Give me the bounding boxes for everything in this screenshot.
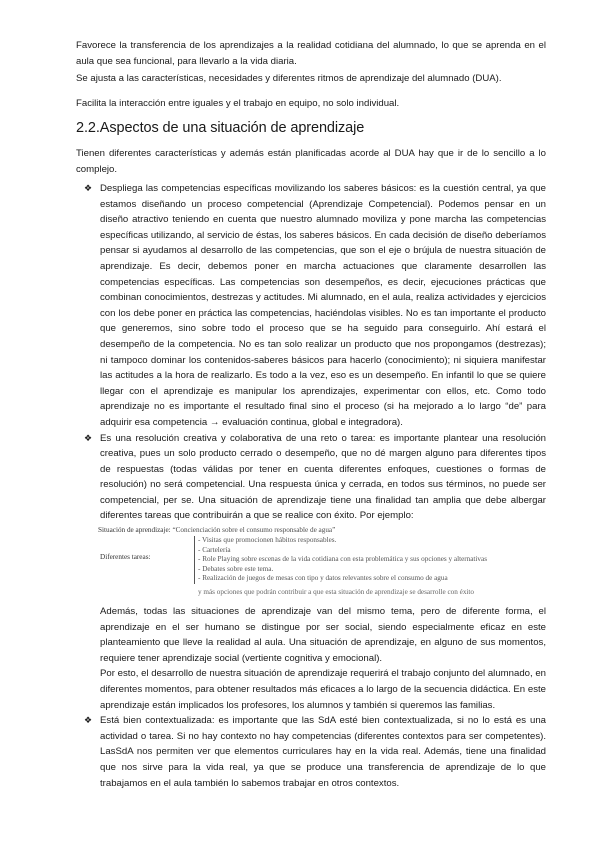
bullet-list (76, 181, 546, 791)
example-task: - Realización de juegos de mesas con tipo y datos relevantes sobre el consumo de agua (198, 574, 448, 583)
example-figure (98, 526, 498, 596)
example-head-label: Situación de aprendizaje: (98, 526, 171, 535)
bullet-text-competencias: Despliega las competencias específicas movilizando los saberes básicos: es la cuestión central, ya que estamos diseñando un proceso competencial (Aprendizaje Competencial). Podemos pensar en un diseño atractivo teniendo en cuenta que nuestro alumnado moviliza y pone marcha las competencias específicas utilizando, al servicio de éstas, los saberes básicos. En cada decisión de diseño deberíamos pensar si ayudamos al desarrollo de las competencias, que son el eje o brújula de nuestra situación de aprendizaje. Es decir, debemos poner en marcha actuaciones que claramente desarrollen las competencias específicas. Las competencias son desempeños, es decir, ejecuciones prácticas que combinan conocimientos, destrezas y actitudes. Mi alumnado, en el aula, realiza actividades y ejercicios con los debe poner en práctica las competencias, haciéndolas visibles. No es tan importante el producto que generemos, sino sobre todo el proceso que se ha seguido para conseguirlo. Ahí estará el desempeño de la competencia. No es tan solo realizar un producto que nos propongamos (destrezas); ni tampoco dominar los contenidos-saberes básicos para hacerlo (conocimiento); ni siquiera manifestar las actitudes a la hora de realizarlo. Es todo a la vez, eso es un desempeño. En infantil lo que se quiere llegar con el aprendizaje es manipular los aprendizajes, experimentar con ellos, etc. Como todo aprendizaje no es importante el resultado final sino el proceso (si ha mejorado a lo largo “de” para adquirir esa competencia → evaluación continua, global e integradora). (100, 183, 546, 428)
example-head-value: “Concienciación sobre el consumo responsable de agua” (172, 526, 336, 535)
example-tasks-label: Diferentes tareas: (100, 553, 151, 562)
section-lead: Tienen diferentes características y además están planificadas acorde al DUA hay que ir de lo sencillo a lo complejo. (76, 148, 546, 175)
example-task: - Debates sobre este tema. (198, 564, 274, 573)
intro-paragraph-3: Facilita la interacción entre iguales y el trabajo en equipo, no solo individual. (76, 98, 400, 109)
section-heading: 2.2.Aspectos de una situación de aprendizaje (76, 120, 365, 136)
example-header (98, 526, 335, 536)
example-task: - Role Playing sobre escenas de la vida cotidiana con esta problemática y sus opciones y alternativas (198, 555, 488, 564)
diamond-bullet-icon: ❖ (84, 183, 93, 193)
bullet-item-competencias (84, 181, 546, 431)
after-example-paragraph-1: Además, todas las situaciones de aprendizaje van del mismo tema, pero de diferente forma, el aprendizaje en el ser humano se distingue por ser social, siendo especialmente eficaz en este planteamiento que lleve la realidad al aula. Una situación de aprendizaje, en alguno de sus momentos, requiere tener aprendizaje social (vertiente cognitiva y emocional). (100, 606, 546, 664)
example-tasks-list (194, 536, 487, 584)
bullet-item-resolucion (84, 431, 546, 714)
diamond-bullet-icon: ❖ (84, 715, 93, 726)
example-tail: y más opciones que podrán contribuir a que esta situación de aprendizaje se desarrolle con éxito (198, 588, 475, 597)
after-example-paragraph-2: Por esto, el desarrollo de nuestra situación de aprendizaje requerirá el trabajo conjunto del alumnado, en diferentes momentos, para obtener resultados más eficaces a lo largo de la secuencia didáctica. En este aprendizaje están implicados los profesores, los alumnos y también si queremos las familias. (100, 668, 546, 711)
diamond-bullet-icon: ❖ (84, 432, 93, 443)
bullet-item-contextualizada (84, 713, 546, 791)
intro-paragraph-1: Favorece la transferencia de los aprendizajes a la realidad cotidiana del alumnado, lo que se aprenda en el aula que sea funcional, para llevarlo a la vida diaria. (76, 40, 546, 67)
bullet-text-resolucion: Es una resolución creativa y colaborativa de una reto o tarea: es importante plantear una resolución creativa, pues un solo producto cerrado o desempeño, que no dé margen alguno para diferentes tipos de respuestas (todas válidas por tener en cuenta diferentes enfoques, cuestiones o formas de resolución) no será competencial. Una respuesta única y cerrada, en todos sus términos, no puede ser competencial, per se. Una situación de aprendizaje tiene una finalidad tan amplia que debe albergar diferentes tareas que contribuirán a que se realice con éxito. Por ejemplo: (100, 432, 546, 522)
bullet-text-contextualizada: Está bien contextualizada: es importante que las SdA esté bien contextualizada, si no lo está es una actividad o tarea. Si no hay contexto no hay competencias (diferentes contextos para ser competentes). LasSdA nos permiten ver que elementos curriculares hay en la vida real. Además, tiene una finalidad que nos sirve para la vida real, ya que se produce una transferencia de aprendizaje de lo que trabajamos en el aula también lo sabemos trabajar en otros contextos. (100, 715, 546, 789)
example-task: - Visitas que promocionen hábitos responsables. (198, 536, 337, 545)
intro-paragraph-2: Se ajusta a las características, necesidades y diferentes ritmos de aprendizaje del alumnado (DUA). (76, 73, 502, 84)
example-task: - Cartelería (198, 545, 231, 554)
